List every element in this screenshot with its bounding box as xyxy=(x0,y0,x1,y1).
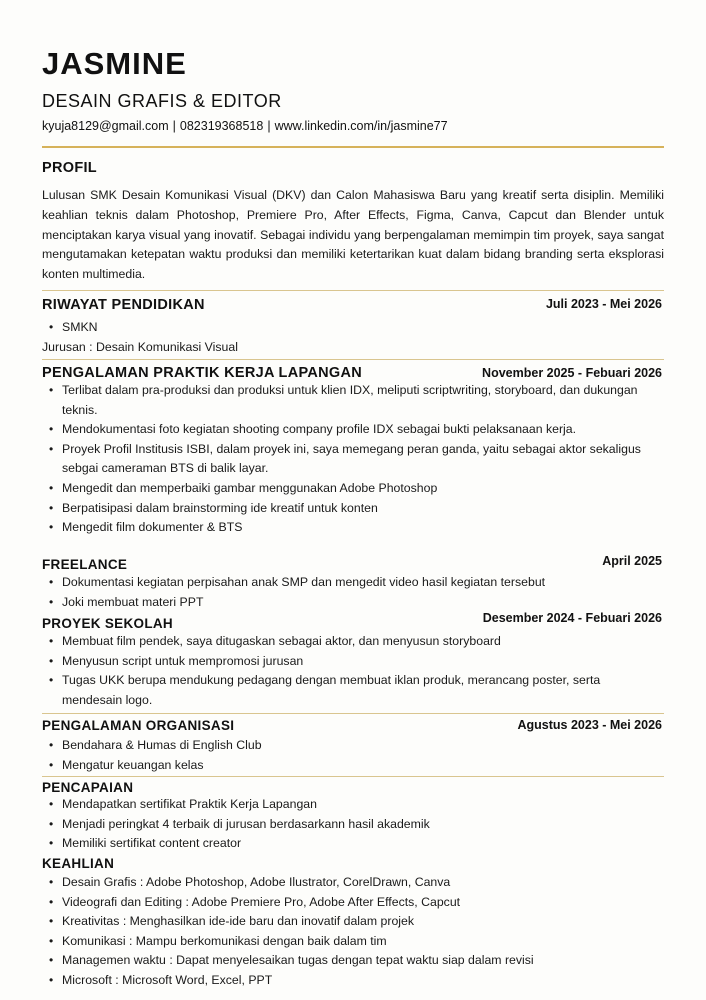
email[interactable]: kyuja8129@gmail.com xyxy=(42,119,169,133)
list-item: • Berpatisipasi dalam brainstorming ide kreatif untuk konten xyxy=(42,499,642,519)
list-item: • Joki membuat materi PPT xyxy=(42,593,642,613)
section-title-freelance: FREELANCE xyxy=(42,557,128,572)
list-item: • Kreativitas : Menghasilkan ide-ide baru dan inovatif dalam projek xyxy=(42,912,642,932)
phone[interactable]: 082319368518 xyxy=(179,119,264,133)
list-item: • Managemen waktu : Dapat menyelesaikan tugas dengan tepat waktu siap dalam revisi xyxy=(42,951,642,971)
list-item: • Tugas UKK berupa mendukung pedagang dengan membuat iklan produk, merancang poster, serta mendesain logo. xyxy=(42,671,642,710)
list-item: • Terlibat dalam pra-produksi dan produksi untuk klien IDX, meliputi scriptwriting, storyboard, dan dukungan teknis. xyxy=(42,381,642,420)
pendidikan-list xyxy=(42,318,642,338)
organisasi-date: Agustus 2023 - Mei 2026 xyxy=(517,718,662,732)
contact-separator: | xyxy=(267,119,271,133)
pendidikan-date: Juli 2023 - Mei 2026 xyxy=(545,297,662,311)
candidate-name: JASMINE xyxy=(42,46,187,81)
list-item: • Bendahara & Humas di English Club xyxy=(42,736,642,756)
pkl-date: November 2025 - Febuari 2026 xyxy=(482,366,662,380)
organisasi-list xyxy=(42,736,642,775)
freelance-list xyxy=(42,573,642,612)
contact-line xyxy=(42,119,448,133)
list-item: • Mendokumentasi foto kegiatan shooting company profile IDX sebagai bukti pelaksanaan kerja. xyxy=(42,420,642,440)
list-item: • Menjadi peringkat 4 terbaik di jurusan berdasarkann hasil akademik xyxy=(42,815,642,835)
freelance-date: April 2025 xyxy=(602,554,662,568)
list-item: • Membuat film pendek, saya ditugaskan sebagai aktor, dan menyusun storyboard xyxy=(42,632,642,652)
header-divider xyxy=(42,146,664,148)
list-item: • Mengatur keuangan kelas xyxy=(42,756,642,776)
list-item: • Videografi dan Editing : Adobe Premiere Pro, Adobe After Effects, Capcut xyxy=(42,893,642,913)
candidate-role: DESAIN GRAFIS & EDITOR xyxy=(42,91,282,111)
list-item: • Komunikasi : Mampu berkomunikasi dengan baik dalam tim xyxy=(42,932,642,952)
section-title-pkl: PENGALAMAN PRAKTIK KERJA LAPANGAN xyxy=(42,365,363,381)
list-item: • Mengedit film dokumenter & BTS xyxy=(42,518,642,538)
pendidikan-jurusan: Jurusan : Desain Komunikasi Visual xyxy=(42,340,238,354)
keahlian-list xyxy=(42,873,642,991)
section-title-pencapaian: PENCAPAIAN xyxy=(42,780,134,795)
pencapaian-list xyxy=(42,795,642,854)
section-title-keahlian: KEAHLIAN xyxy=(42,856,115,871)
profil-text: Lulusan SMK Desain Komunikasi Visual (DKV) dan Calon Mahasiswa Baru yang kreatif serta disiplin. Memiliki keahlian teknis dalam Photoshop, Premiere Pro, After Effects, Figma, Canva, Capcut dan Blender untuk menciptakan karya visual yang inovatif. Sebagai individu yang berpengalaman memimpin tim proyek, saya sangat mengutamakan ketepatan waktu produksi dan memiliki ketertarikan kuat dalam bidang branding serta eksplorasi konten multimedia. xyxy=(42,188,664,282)
pkl-list xyxy=(42,381,642,538)
proyek-list xyxy=(42,632,642,710)
proyek-date: Desember 2024 - Febuari 2026 xyxy=(482,611,662,625)
section-divider xyxy=(42,290,664,291)
section-title-organisasi: PENGALAMAN ORGANISASI xyxy=(42,718,235,733)
section-title-pendidikan: RIWAYAT PENDIDIKAN xyxy=(42,297,205,313)
section-title-profil: PROFIL xyxy=(42,160,97,176)
section-divider xyxy=(42,776,664,777)
list-item: • Dokumentasi kegiatan perpisahan anak SMP dan mengedit video hasil kegiatan tersebut xyxy=(42,573,642,593)
list-item: • Mengedit dan memperbaiki gambar menggunakan Adobe Photoshop xyxy=(42,479,642,499)
section-title-proyek: PROYEK SEKOLAH xyxy=(42,616,173,631)
contact-separator: | xyxy=(172,119,176,133)
list-item: • Menyusun script untuk mempromosi jurusan xyxy=(42,652,642,672)
list-item: • Memiliki sertifikat content creator xyxy=(42,834,642,854)
section-divider xyxy=(42,713,664,714)
section-divider xyxy=(42,359,664,360)
list-item: • SMKN xyxy=(42,318,642,338)
list-item: • Mendapatkan sertifikat Praktik Kerja Lapangan xyxy=(42,795,642,815)
linkedin-link[interactable]: www.linkedin.com/in/jasmine77 xyxy=(274,119,448,133)
list-item: • Proyek Profil Institusis ISBI, dalam proyek ini, saya memegang peran ganda, yaitu sebagai aktor sekaligus sebgai cameraman BTS di balik layar. xyxy=(42,440,642,479)
list-item: • Desain Grafis : Adobe Photoshop, Adobe Ilustrator, CorelDrawn, Canva xyxy=(42,873,642,893)
list-item: • Microsoft : Microsoft Word, Excel, PPT xyxy=(42,971,642,991)
